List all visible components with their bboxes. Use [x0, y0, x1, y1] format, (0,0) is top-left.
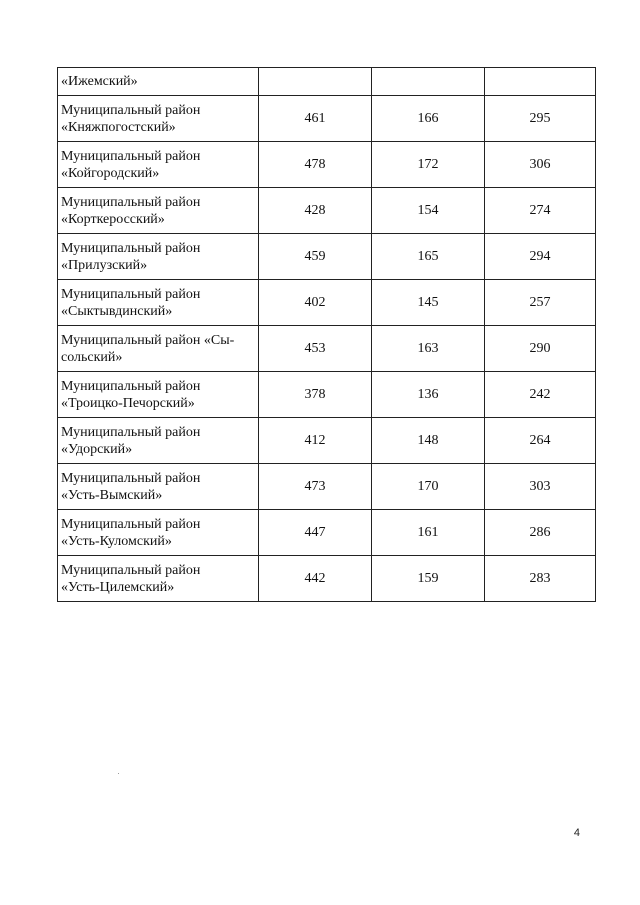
value-cell-2: 159: [372, 556, 485, 602]
district-name-line-2: «Койгородский»: [61, 165, 160, 181]
table-row: [58, 280, 596, 326]
value-cell-2: 154: [372, 188, 485, 234]
value-cell-2: [372, 68, 485, 96]
table-row: [58, 556, 596, 602]
value-cell-1: [259, 68, 372, 96]
district-name-line-1: Муниципальный район «Сы-: [61, 332, 235, 348]
value-cell-1: 428: [259, 188, 372, 234]
value-cell-3: 290: [485, 326, 596, 372]
district-name-cell: [58, 188, 259, 234]
value-cell-3: 242: [485, 372, 596, 418]
district-name-line-1: Муниципальный район: [61, 424, 201, 440]
district-name-line-2: «Княжпогостский»: [61, 119, 176, 135]
table-row: [58, 188, 596, 234]
district-name-line-1: Муниципальный район: [61, 102, 201, 118]
district-name-line-1: Муниципальный район: [61, 240, 201, 256]
district-name-line-2: «Троицко-Печорский»: [61, 395, 195, 411]
district-name-cell: [58, 372, 259, 418]
district-name-cell: [58, 142, 259, 188]
value-cell-2: 145: [372, 280, 485, 326]
value-cell-3: 283: [485, 556, 596, 602]
table-row: [58, 326, 596, 372]
district-name-line-1: Муниципальный район: [61, 470, 201, 486]
value-cell-2: 166: [372, 96, 485, 142]
value-cell-1: 442: [259, 556, 372, 602]
table-row: [58, 418, 596, 464]
value-cell-3: 257: [485, 280, 596, 326]
value-cell-1: 453: [259, 326, 372, 372]
value-cell-2: 161: [372, 510, 485, 556]
page-number: 4: [573, 827, 580, 839]
district-name-line-2: «Сыктывдинский»: [61, 303, 173, 319]
value-cell-2: 172: [372, 142, 485, 188]
value-cell-1: 378: [259, 372, 372, 418]
district-name: «Ижемский»: [61, 74, 138, 89]
value-cell-3: 286: [485, 510, 596, 556]
district-name-cell: [58, 326, 259, 372]
value-cell-3: [485, 68, 596, 96]
table-row: [58, 96, 596, 142]
value-cell-1: 447: [259, 510, 372, 556]
value-cell-3: 306: [485, 142, 596, 188]
value-cell-3: 264: [485, 418, 596, 464]
district-name-line-2: сольский»: [61, 349, 123, 365]
value-cell-2: 170: [372, 464, 485, 510]
scan-speck: [118, 773, 119, 774]
district-name-line-1: Муниципальный район: [61, 286, 201, 302]
value-cell-1: 473: [259, 464, 372, 510]
district-name-cell: [58, 96, 259, 142]
table-row: [58, 510, 596, 556]
value-cell-2: 148: [372, 418, 485, 464]
district-name-line-1: Муниципальный район: [61, 148, 201, 164]
value-cell-3: 274: [485, 188, 596, 234]
district-name-line-2: «Корткеросский»: [61, 211, 165, 227]
district-name-line-1: Муниципальный район: [61, 194, 201, 210]
table-row: [58, 464, 596, 510]
district-name-cell: [58, 68, 259, 96]
district-name-cell: [58, 464, 259, 510]
district-name-cell: [58, 418, 259, 464]
district-name-line-2: «Прилузский»: [61, 257, 148, 273]
table-row: [58, 142, 596, 188]
district-name-cell: [58, 556, 259, 602]
district-name-line-2: «Усть-Вымский»: [61, 487, 163, 503]
district-name-cell: [58, 234, 259, 280]
value-cell-1: 478: [259, 142, 372, 188]
district-name-line-1: Муниципальный район: [61, 562, 201, 578]
value-cell-1: 459: [259, 234, 372, 280]
table-row: [58, 68, 596, 96]
district-name-line-1: Муниципальный район: [61, 516, 201, 532]
district-name-line-2: «Усть-Куломский»: [61, 533, 172, 549]
value-cell-3: 303: [485, 464, 596, 510]
table-row: [58, 372, 596, 418]
table-row: [58, 234, 596, 280]
value-cell-3: 294: [485, 234, 596, 280]
district-name-line-1: Муниципальный район: [61, 378, 201, 394]
value-cell-1: 461: [259, 96, 372, 142]
value-cell-2: 165: [372, 234, 485, 280]
district-name-cell: [58, 510, 259, 556]
value-cell-2: 136: [372, 372, 485, 418]
value-cell-2: 163: [372, 326, 485, 372]
district-name-line-2: «Удорский»: [61, 441, 133, 457]
district-table: [57, 67, 596, 602]
value-cell-3: 295: [485, 96, 596, 142]
district-name-line-2: «Усть-Цилемский»: [61, 579, 175, 595]
value-cell-1: 402: [259, 280, 372, 326]
value-cell-1: 412: [259, 418, 372, 464]
district-name-cell: [58, 280, 259, 326]
